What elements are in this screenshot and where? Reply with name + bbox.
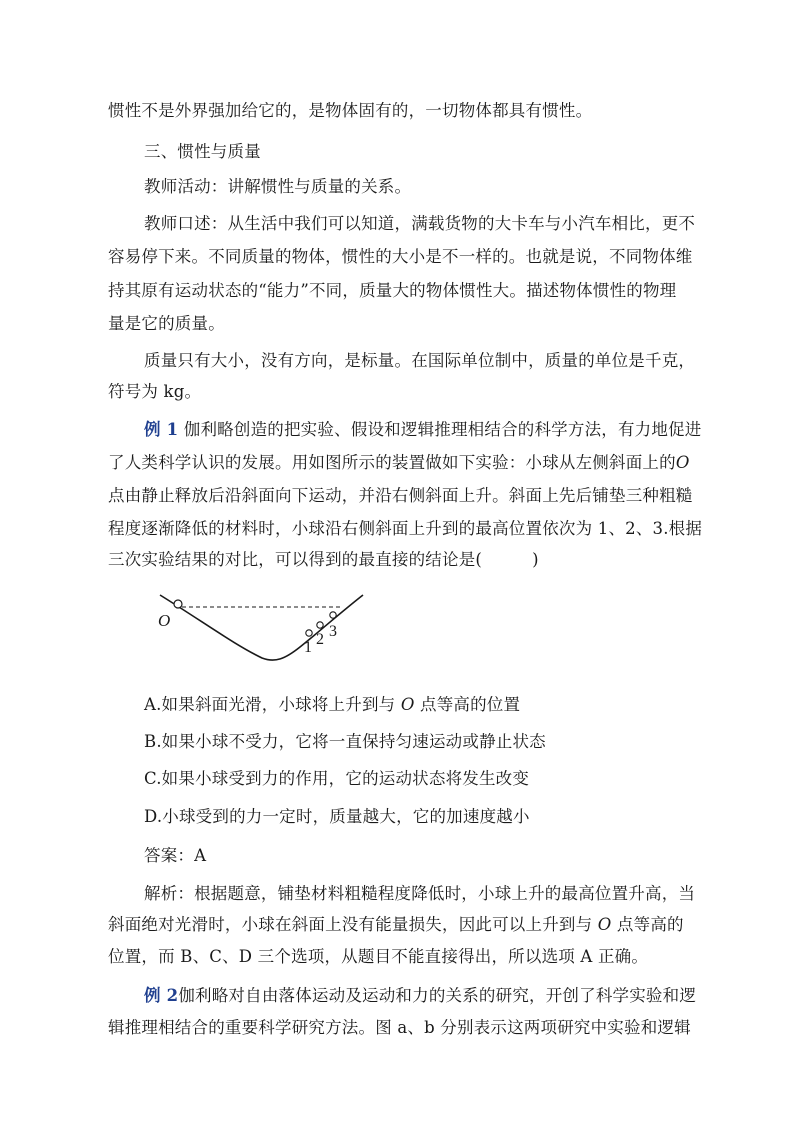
point-o-label: O (675, 453, 690, 472)
ball-start (174, 600, 182, 608)
example2-label: 例 2 (144, 986, 179, 1005)
example2-line: 辑推理相结合的重要科学研究方法。图 a、b 分别表示这两项研究中实验和逻辑 (108, 1018, 691, 1037)
answer: 答案：A (144, 846, 207, 865)
example1-line: 点由静止释放后沿斜面向下运动，并沿右侧斜面上升。斜面上先后铺垫三种粗糙 (108, 486, 693, 505)
example1-label: 例 1 (144, 420, 179, 439)
option-c: C.如果小球受到力的作用，它的运动状态将发生改变 (144, 769, 530, 788)
analysis-line (108, 914, 708, 936)
section-heading: 三、惯性与质量 (144, 142, 261, 161)
ball-position-1 (306, 630, 312, 636)
analysis-text: 斜面绝对光滑时，小球在斜面上没有能量损失，因此可以上升到与 (108, 915, 598, 934)
option-d: D.小球受到的力一定时，质量越大，它的加速度越小 (144, 807, 530, 826)
paragraph-line: 容易停下来。不同质量的物体，惯性的大小是不一样的。也就是说，不同物体维 (108, 247, 693, 266)
figure-label-o: O (158, 611, 171, 630)
option-a (144, 694, 744, 716)
paragraph-line: 持其原有运动状态的“能力”不同，质量大的物体惯性大。描述物体惯性的物理 (108, 281, 677, 300)
figure-label-1: 1 (304, 639, 312, 656)
ball-position-2 (317, 622, 323, 628)
incline-figure (150, 585, 370, 670)
option-b: B.如果小球不受力，它将一直保持匀速运动或静止状态 (144, 732, 546, 751)
paragraph-line: 质量只有大小，没有方向，是标量。在国际单位制中，质量的单位是千克， (144, 351, 696, 370)
paragraph-line: 量是它的质量。 (108, 314, 225, 333)
paragraph-line: 惯性不是外界强加给它的，是物体固有的，一切物体都具有惯性。 (108, 101, 593, 120)
point-o-label: O (400, 695, 415, 714)
paragraph-line: 符号为 kg。 (108, 382, 202, 401)
analysis-line: 解析：根据题意，铺垫材料粗糙程度降低时，小球上升的最高位置升高，当 (144, 884, 696, 903)
example2-line (144, 985, 744, 1007)
paragraph-line: 教师口述：从生活中我们可以知道，满载货物的大卡车与小汽车相比，更不 (144, 214, 696, 233)
teacher-activity: 教师活动：讲解惯性与质量的关系。 (144, 177, 412, 196)
figure-label-2: 2 (316, 631, 324, 648)
option-a-text: A.如果斜面光滑，小球将上升到与 (144, 695, 401, 714)
example1-line: 程度逐渐降低的材料时，小球沿右侧斜面上升到的最高位置依次为 1、2、3.根据 (108, 519, 703, 538)
option-a-text-end: 点等高的位置 (414, 695, 521, 714)
ball-position-3 (330, 612, 336, 618)
example1-text: 伽利略创造的把实验、假设和逻辑推理相结合的科学方法，有力地促进 (178, 420, 702, 439)
example1-line (144, 419, 744, 441)
point-o-label: O (597, 915, 612, 934)
example1-text: 了人类科学认识的发展。用如图所示的装置做如下实验：小球从左侧斜面上的 (108, 453, 676, 472)
example1-line (108, 452, 708, 474)
example2-text: 伽利略对自由落体运动及运动和力的关系的研究，开创了科学实验和逻 (178, 986, 697, 1005)
analysis-line: 位置，而 B、C、D 三个选项，从题目不能直接得出，所以选项 A 正确。 (108, 947, 649, 966)
example1-line: 三次实验结果的对比，可以得到的最直接的结论是( ) (108, 550, 539, 569)
analysis-text-end: 点等高的 (611, 915, 684, 934)
figure-label-3: 3 (329, 623, 337, 640)
